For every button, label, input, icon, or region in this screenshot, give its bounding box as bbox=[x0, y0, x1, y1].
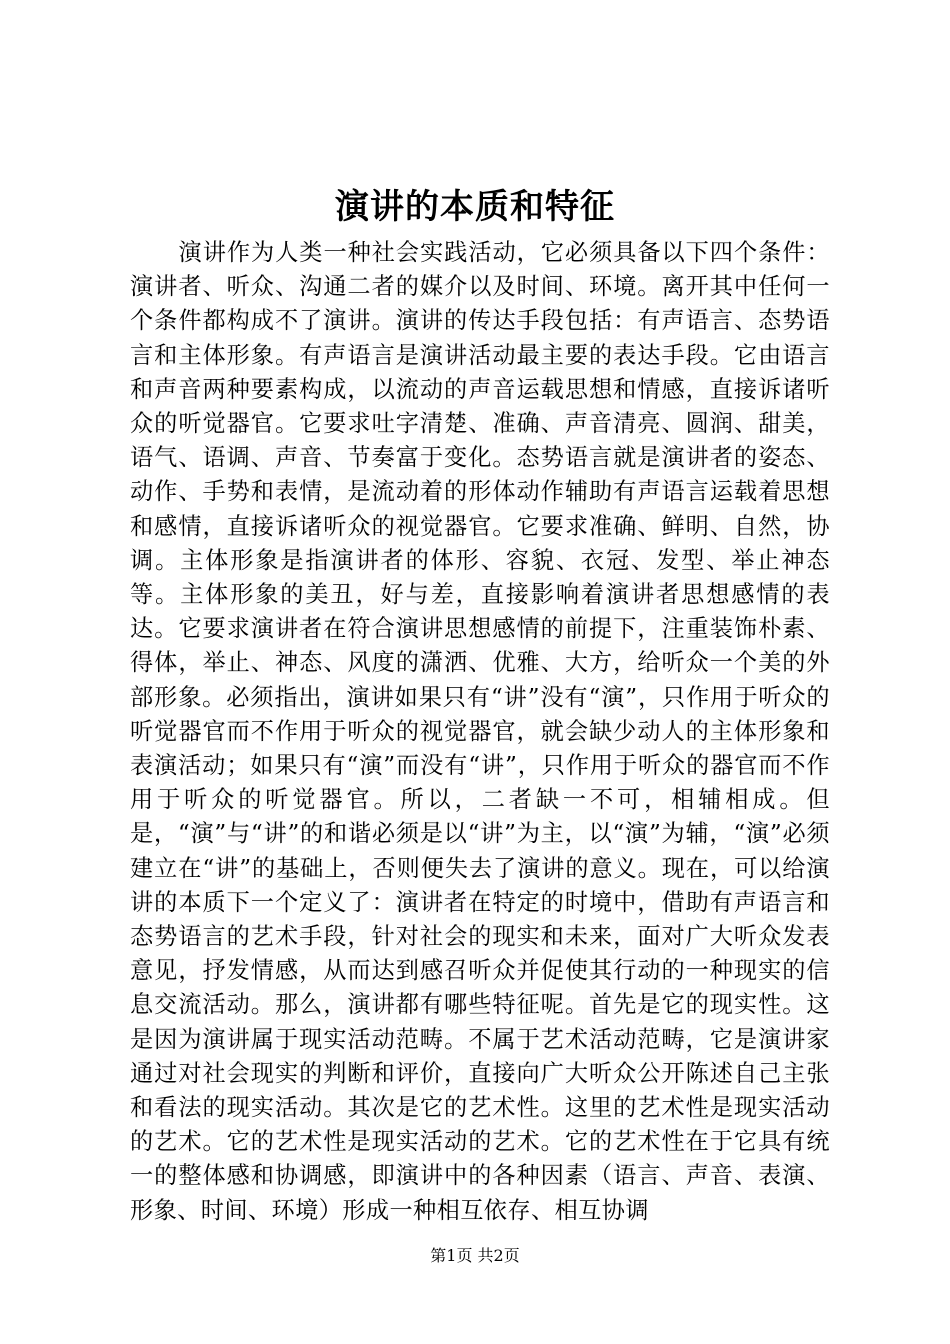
page-number-footer: 第1页 共2页 bbox=[430, 1246, 520, 1265]
document-title: 演讲的本质和特征 bbox=[335, 187, 615, 227]
body-paragraph-text: 演讲作为人类一种社会实践活动，它必须具备以下四个条件：演讲者、听众、沟通二者的媒介以及时间、环境。离开其中任何一个条件都构成不了演讲。演讲的传达手段包括：有声语言、态势语言和主体形象。有声语言是演讲活动最主要的表达手段。它由语言和声音两种要素构成，以流动的声音运载思想和情感，直接诉诸听众的听觉器官。它要求吐字清楚、准确、声音清亮、圆润、甜美，语气、语调、声音、节奏富于变化。态势语言就是演讲者的姿态、动作、手势和表情，是流动着的形体动作辅助有声语言运载着思想和感情，直接诉诸听众的视觉器官。它要求准确、鲜明、自然，协调。主体形象是指演讲者的体形、容貌、衣冠、发型、举止神态等。主体形象的美丑，好与差，直接影响着演讲者思想感情的表达。它要求演讲者在符合演讲思想感情的前提下，注重装饰朴素、得体，举止、神态、风度的潇洒、优雅、大方，给听众一个美的外部形象。必须指出，演讲如果只有“讲”没有“演”，只作用于听众的听觉器官而不作用于听众的视觉器官，就会缺少动人的主体形象和表演活动；如果只有“演”而没有“讲”，只作用于听众的器官而不作用于听众的听觉器官。所以，二者缺一不可，相辅相成。但是，“演”与“讲”的和谐必须是以“讲”为主，以“演”为辅，“演”必须建立在“讲”的基础上，否则便失去了演讲的意义。现在，可以给演讲的本质下一个定义了：演讲者在特定的时境中，借助有声语言和态势语言的艺术手段，针对社会的现实和未来，面对广大听众发表意见，抒发情感，从而达到感召听众并促使其行动的一种现实的信息交流活动。那么，演讲都有哪些特征呢。首先是它的现实性。这是因为演讲属于现实活动范畴。不属于艺术活动范畴，它是演讲家通过对社会现实的判断和评价，直接向广大听众公开陈述自己主张和看法的现实活动。其次是它的艺术性。这里的艺术性是现实活动的艺术。它的艺术性是现实活动的艺术。它的艺术性在于它具有统一的整体感和协调感，即演讲中的各种因素（语言、声音、表演、形象、时间、环境）形成一种相互依存、相互协调 bbox=[130, 239, 830, 1224]
body-paragraph bbox=[130, 236, 830, 1228]
